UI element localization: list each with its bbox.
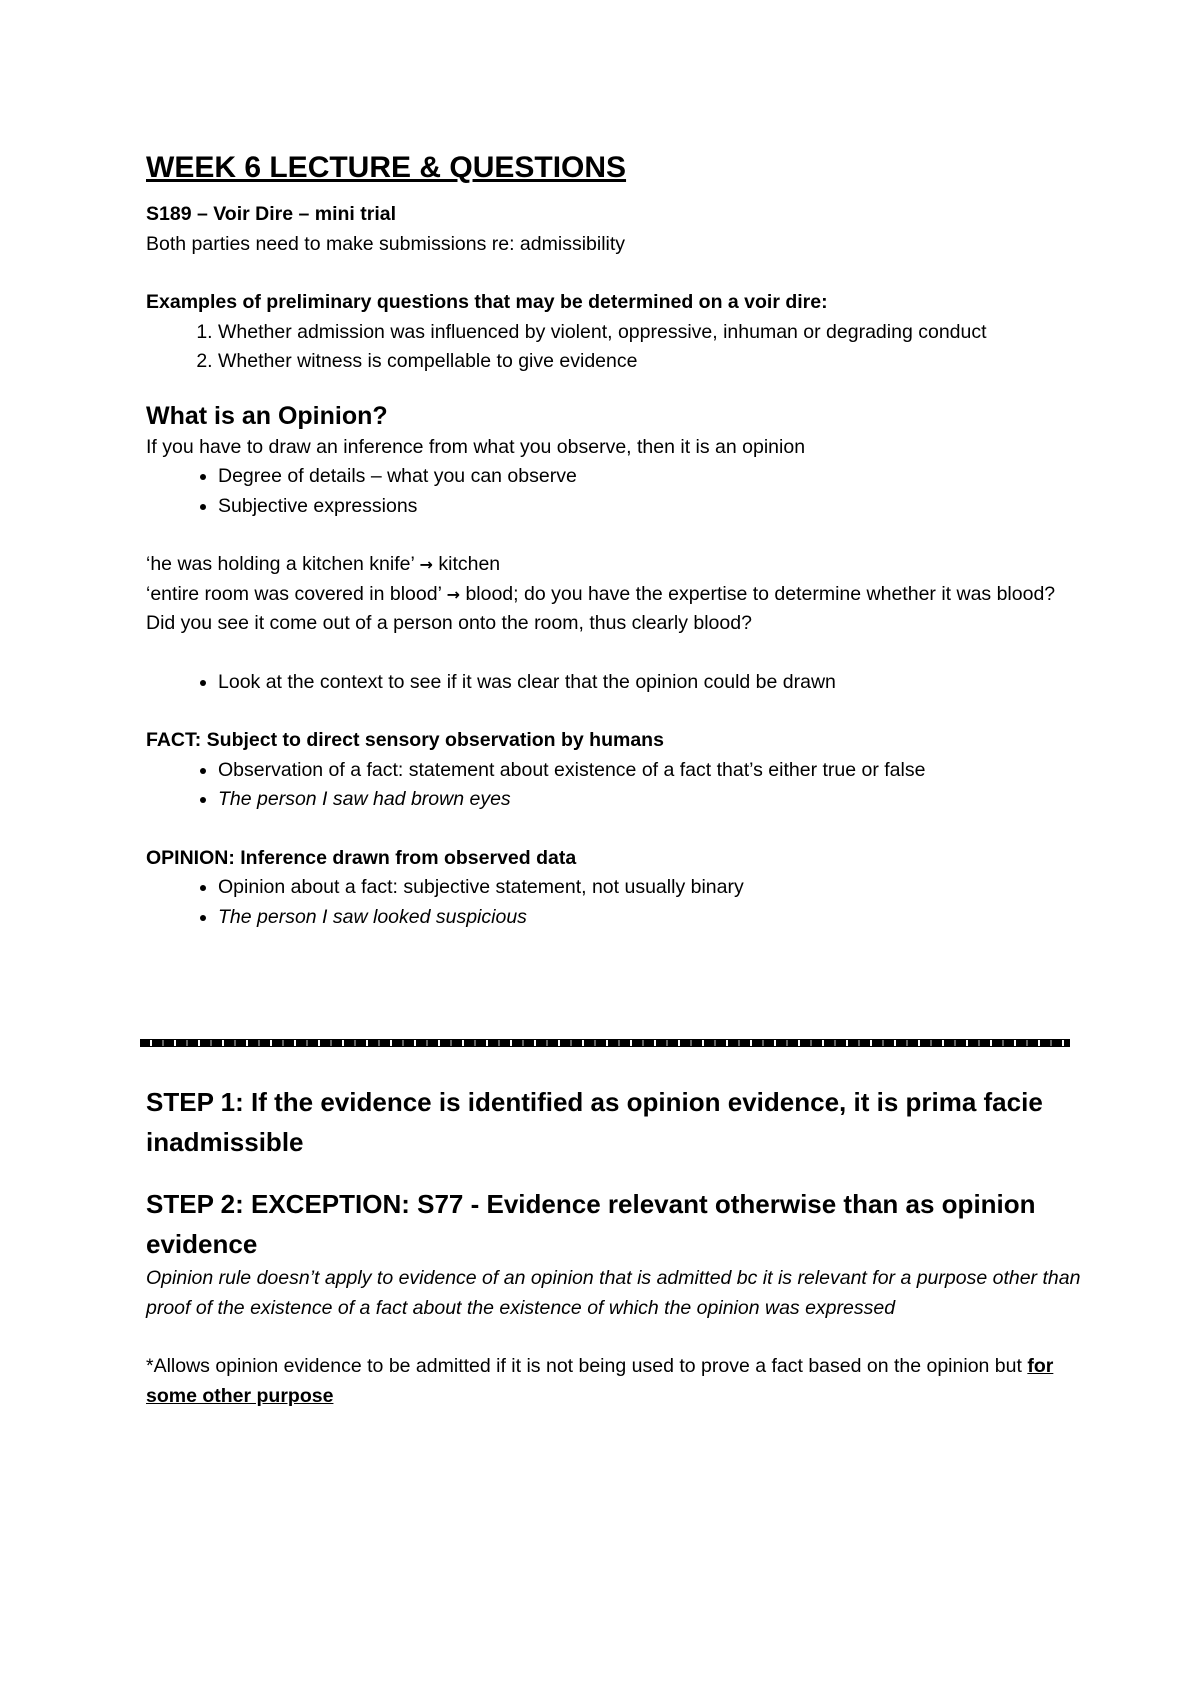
page-title: WEEK 6 LECTURE & QUESTIONS bbox=[146, 151, 627, 184]
step2-rule: Opinion rule doesn’t apply to evidence of an opinion that is admitted bc it is relevant for a purpose other than proof of the existence of a fact about the existence of which the opinion was expressed bbox=[146, 1267, 1081, 1319]
fact-heading: FACT: Subject to direct sensory observation by humans bbox=[146, 729, 664, 751]
step2-note-text: *Allows opinion evidence to be admitted if it is not being used to prove a fact based on the opinion but bbox=[146, 1355, 1022, 1377]
preliminary-heading: Examples of preliminary questions that may be determined on a voir dire: bbox=[146, 291, 828, 313]
arrow-right-icon: → bbox=[446, 584, 461, 604]
document-page bbox=[146, 150, 1086, 932]
example-kitchen-result: kitchen bbox=[438, 553, 501, 575]
spacer bbox=[146, 815, 1086, 844]
opinion-heading: What is an Opinion? bbox=[146, 401, 388, 430]
list-item: • Subjective expressions bbox=[218, 492, 1086, 522]
context-bullets bbox=[146, 668, 1086, 698]
section-divider bbox=[140, 1039, 1070, 1047]
list-item: 2. Whether witness is compellable to give evidence bbox=[218, 347, 1086, 377]
step2-heading: STEP 2: EXCEPTION: S77 - Evidence relevant otherwise than as opinion evidence bbox=[146, 1189, 1036, 1259]
list-item: • The person I saw looked suspicious bbox=[218, 903, 1086, 933]
step2-note bbox=[146, 1352, 1086, 1411]
example-blood-quote: ‘entire room was covered in blood’ bbox=[146, 582, 442, 605]
voir-dire-heading: S189 – Voir Dire – mini trial bbox=[146, 203, 396, 225]
opinion-intro: If you have to draw an inference from what you observe, then it is an opinion bbox=[146, 435, 806, 458]
example-kitchen-quote: ‘he was holding a kitchen knife’ bbox=[146, 553, 415, 575]
spacer bbox=[146, 697, 1086, 726]
step2-note-emphasis: for some other purpose bbox=[146, 1355, 1054, 1407]
spacer bbox=[146, 377, 1086, 399]
step1-heading: STEP 1: If the evidence is identified as opinion evidence, it is prima facie inadmissible bbox=[146, 1087, 1043, 1157]
spacer bbox=[146, 1323, 1086, 1352]
arrow-right-icon: → bbox=[419, 555, 433, 574]
example-blood bbox=[146, 580, 1086, 639]
example-blood-result: blood; do you have the expertise to determine whether it was blood? Did you see it come out of a person onto the room, thus clearly blood? bbox=[146, 582, 1056, 634]
opinion-bullets bbox=[146, 462, 1086, 521]
fact-bullets bbox=[146, 756, 1086, 815]
spacer bbox=[146, 639, 1086, 668]
spacer bbox=[146, 259, 1086, 288]
spacer bbox=[146, 521, 1086, 550]
list-item: • Opinion about a fact: subjective statement, not usually binary bbox=[218, 873, 1086, 903]
list-item: 1. Whether admission was influenced by violent, oppressive, inhuman or degrading conduct bbox=[218, 318, 1086, 348]
opinion-def-bullets bbox=[146, 873, 1086, 932]
list-item: • Look at the context to see if it was clear that the opinion could be drawn bbox=[218, 668, 1086, 698]
steps-section bbox=[146, 1082, 1086, 1411]
preliminary-list bbox=[146, 318, 1086, 377]
voir-dire-line: Both parties need to make submissions re: admissibility bbox=[146, 232, 626, 255]
list-item: • The person I saw had brown eyes bbox=[218, 785, 1086, 815]
opinion-def-heading: OPINION: Inference drawn from observed data bbox=[146, 846, 577, 869]
example-kitchen bbox=[146, 550, 1086, 580]
list-item: • Observation of a fact: statement about existence of a fact that’s either true or false bbox=[218, 756, 1086, 786]
spacer bbox=[146, 1162, 1086, 1184]
list-item: • Degree of details – what you can observe bbox=[218, 462, 1086, 492]
